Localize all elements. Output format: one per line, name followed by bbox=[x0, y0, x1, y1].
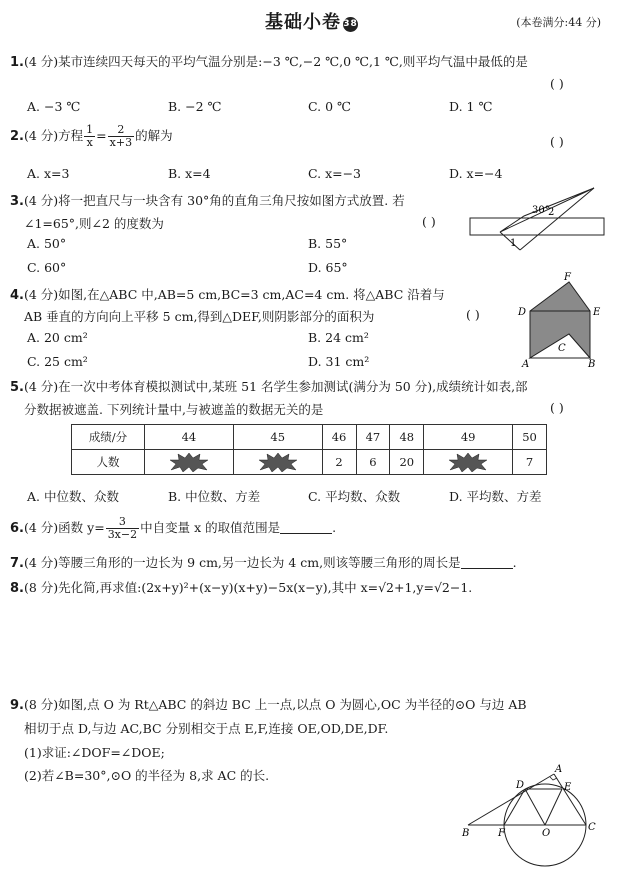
table-cell: 49 bbox=[424, 425, 513, 450]
question-text-pre: (4 分)函数 y= bbox=[23, 520, 105, 535]
question-number: 7. bbox=[10, 556, 24, 571]
circle-tangent-figure bbox=[458, 762, 608, 872]
label-c: C bbox=[588, 822, 596, 833]
option-d: D. x=−4 bbox=[449, 166, 503, 181]
question-text: (4 分)在一次中考体育模拟测试中,某班 51 名学生参加测试(满分为 50 分),成绩统计如表,部 bbox=[23, 379, 528, 394]
table-cell: 44 bbox=[145, 425, 234, 450]
table-cell: 20 bbox=[390, 450, 424, 475]
question-9-part2: (2)若∠B=30°,⊙O 的半径为 8,求 AC 的长. bbox=[24, 768, 270, 783]
question-3-line2: ∠1=65°,则∠2 的度数为 bbox=[24, 216, 164, 231]
table-header-cell: 成绩/分 bbox=[72, 425, 145, 450]
table-cell-obscured bbox=[145, 450, 234, 475]
obscured-starburst-icon bbox=[258, 452, 298, 472]
label-a: A bbox=[555, 764, 563, 775]
obscured-starburst-icon bbox=[169, 452, 209, 472]
question-text-post: 的解为 bbox=[135, 128, 173, 143]
option-c: C. 25 cm² bbox=[27, 354, 88, 369]
question-9-line2: 相切于点 D,与边 AC,BC 分别相交于点 E,F,连接 OE,OD,DE,DF. bbox=[24, 721, 389, 736]
title-number-badge: 38 bbox=[343, 17, 358, 32]
angle-label-2: 2 bbox=[548, 207, 555, 218]
option-c: C. 60° bbox=[27, 260, 67, 275]
table-cell: 2 bbox=[322, 450, 356, 475]
option-b: B. 中位数、方差 bbox=[168, 489, 261, 504]
question-3 bbox=[10, 191, 405, 209]
translation-figure bbox=[516, 270, 606, 370]
table-row bbox=[72, 450, 547, 475]
answer-blank bbox=[461, 556, 513, 569]
option-c: C. 平均数、众数 bbox=[308, 489, 401, 504]
angle-label-30: 30° bbox=[532, 205, 550, 216]
segment-df bbox=[504, 789, 525, 825]
question-text: (8 分)如图,点 O 为 Rt△ABC 的斜边 BC 上一点,以点 O 为圆心,OC 为半径的⊙O 与边 AB bbox=[23, 697, 527, 712]
option-a: A. 20 cm² bbox=[27, 330, 88, 345]
set-square-edge bbox=[520, 188, 594, 250]
question-1 bbox=[10, 52, 528, 70]
question-5-line2: 分数据被遮盖. 下列统计量中,与被遮盖的数据无关的是 bbox=[24, 402, 324, 417]
option-c: C. x=−3 bbox=[308, 166, 362, 181]
question-number: 9. bbox=[10, 698, 24, 713]
question-number: 5. bbox=[10, 380, 24, 395]
answer-bracket: ( ) bbox=[550, 400, 564, 415]
score-table bbox=[71, 424, 547, 475]
question-number: 6. bbox=[10, 521, 24, 536]
label-a: A bbox=[522, 359, 530, 370]
table-cell: 48 bbox=[390, 425, 424, 450]
question-2: 2.(4 分)方程 $\frac{1}{x}$ = $\frac{2}{x+3}$ 的解为 bbox=[10, 123, 173, 149]
option-a: A. 50° bbox=[27, 236, 67, 251]
option-d: D. 平均数、方差 bbox=[449, 489, 542, 504]
option-d: D. 31 cm² bbox=[308, 354, 370, 369]
question-6: 6.(4 分)函数 y= $\frac{3}{3x-2}$ 中自变量 x 的取值范围是 . bbox=[10, 515, 337, 541]
label-b: B bbox=[462, 828, 470, 839]
label-e: E bbox=[564, 782, 572, 793]
label-f: F bbox=[498, 828, 505, 839]
question-text: (4 分)某市连续四天每天的平均气温分别是:−3 ℃,−2 ℃,0 ℃,1 ℃,则平均气温中最低的是 bbox=[23, 54, 528, 69]
label-e: E bbox=[593, 307, 601, 318]
question-number: 1. bbox=[10, 55, 24, 70]
ruler-triangle-figure bbox=[464, 184, 614, 256]
table-cell-obscured bbox=[424, 450, 513, 475]
answer-blank bbox=[280, 521, 332, 534]
segment-oe bbox=[545, 789, 562, 825]
table-cell: 50 bbox=[513, 425, 547, 450]
label-d: D bbox=[518, 307, 527, 318]
question-9-part1: (1)求证:∠DOF=∠DOE; bbox=[24, 745, 165, 760]
label-f: F bbox=[564, 272, 571, 283]
fraction: $\frac{2}{x+3}$ bbox=[109, 123, 133, 149]
option-d: D. 1 ℃ bbox=[449, 99, 493, 114]
score-note: (本卷满分:44 分) bbox=[516, 16, 601, 29]
fraction: $\frac{3}{3x-2}$ bbox=[107, 515, 138, 541]
angle-label-1: 1 bbox=[510, 238, 517, 249]
option-a: A. 中位数、众数 bbox=[27, 489, 119, 504]
label-o: O bbox=[542, 828, 551, 839]
option-b: B. 24 cm² bbox=[308, 330, 369, 345]
option-b: B. x=4 bbox=[168, 166, 211, 181]
question-number: 3. bbox=[10, 194, 24, 209]
label-d: D bbox=[516, 780, 525, 791]
answer-bracket: ( ) bbox=[466, 307, 480, 322]
table-cell: 45 bbox=[233, 425, 322, 450]
label-c: C bbox=[558, 343, 566, 354]
table-cell: 6 bbox=[356, 450, 390, 475]
answer-bracket: ( ) bbox=[550, 134, 564, 149]
segment-od bbox=[525, 789, 545, 825]
question-text-pre: (4 分)方程 bbox=[23, 128, 84, 143]
question-8 bbox=[10, 578, 472, 596]
option-b: B. −2 ℃ bbox=[168, 99, 222, 114]
question-5 bbox=[10, 377, 528, 395]
option-a: A. x=3 bbox=[27, 166, 70, 181]
answer-bracket: ( ) bbox=[550, 76, 564, 91]
table-row bbox=[72, 425, 547, 450]
option-b: B. 55° bbox=[308, 236, 348, 251]
title-text: 基础小卷 bbox=[265, 12, 341, 33]
question-number: 2. bbox=[10, 129, 24, 144]
label-b: B bbox=[588, 359, 596, 370]
answer-bracket: ( ) bbox=[422, 214, 436, 229]
question-4-line2: AB 垂直的方向向上平移 5 cm,得到△DEF,则阴影部分的面积为 bbox=[24, 309, 375, 324]
question-text-post: 中自变量 x 的取值范围是 bbox=[140, 520, 281, 535]
option-a: A. −3 ℃ bbox=[27, 99, 81, 114]
question-9 bbox=[10, 695, 527, 713]
table-cell: 7 bbox=[513, 450, 547, 475]
question-text: (4 分)将一把直尺与一块含有 30°角的直角三角尺按如图方式放置. 若 bbox=[23, 193, 405, 208]
question-number: 4. bbox=[10, 288, 24, 303]
question-7: 7.(4 分)等腰三角形的一边长为 9 cm,另一边长为 4 cm,则该等腰三角形的周长是 . bbox=[10, 555, 517, 571]
obscured-starburst-icon bbox=[448, 452, 488, 472]
table-cell: 46 bbox=[322, 425, 356, 450]
ruler-shape bbox=[470, 218, 604, 235]
question-text: (8 分)先化简,再求值:(2x+y)²+(x−y)(x+y)−5x(x−y),其中 x=√2+1,y=√2−1. bbox=[23, 580, 473, 595]
table-cell-obscured bbox=[233, 450, 322, 475]
question-text: (4 分)等腰三角形的一边长为 9 cm,另一边长为 4 cm,则该等腰三角形的周长是 bbox=[23, 555, 461, 570]
question-text: (4 分)如图,在△ABC 中,AB=5 cm,BC=3 cm,AC=4 cm. 将△ABC 沿着与 bbox=[23, 287, 445, 302]
option-d: D. 65° bbox=[308, 260, 348, 275]
table-cell: 47 bbox=[356, 425, 390, 450]
question-4 bbox=[10, 285, 445, 303]
option-c: C. 0 ℃ bbox=[308, 99, 351, 114]
question-number: 8. bbox=[10, 581, 24, 596]
table-header-cell: 人数 bbox=[72, 450, 145, 475]
fraction: $\frac{1}{x}$ bbox=[86, 123, 94, 149]
